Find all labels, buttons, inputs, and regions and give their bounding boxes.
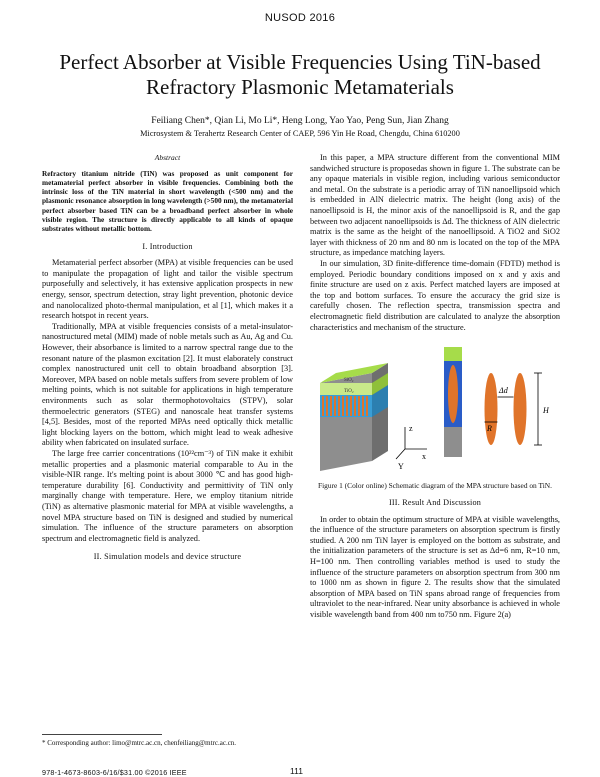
section-heading-simulation: II. Simulation models and device structure bbox=[93, 552, 242, 562]
figure-1 bbox=[310, 343, 560, 475]
right-column bbox=[310, 153, 560, 621]
gap-label: Δd bbox=[499, 386, 508, 396]
mpa-structure-diagram bbox=[310, 343, 560, 475]
page-number: 111 bbox=[290, 766, 303, 776]
section-heading-introduction: I. Introduction bbox=[142, 241, 193, 251]
affiliation: Microsystem & Terahertz Research Center of CAEP, 596 Yin He Road, Chengdu, China 610200 bbox=[140, 129, 460, 138]
intro-paragraph-1: Metamaterial perfect absorber (MPA) at visible frequencies can be used to manipulate the propagation of light and tailor the visible spectrum purposefully and selectively, it has extensive application prospects in new energy, sensor, spectrum detection, stray light prevention, photonic device and nanolocalized photo-thermal manipulation, et al [1], which makes it a research hotspot in recent years. bbox=[42, 258, 293, 321]
section-heading-results: III. Result And Discussion bbox=[388, 498, 482, 508]
conference-header: NUSOD 2016 bbox=[264, 12, 336, 24]
footnote: * Corresponding author: limo@mtrc.ac.cn, chenfeiliang@mtrc.ac.cn. bbox=[42, 739, 237, 747]
left-column bbox=[42, 153, 293, 569]
abstract-text: Refractory titanium nitride (TiN) was proposed as unit component for metamaterial perfect absorber in visible frequencies. Combining both the intrinsic loss of the TiN material in short wavelength (<500 nm) and the plasmonic resonance absorption in long wavelength (>500 nm), the metamaterial perfect absorber based TiN can be a broadband perfect absorber in whole visible region. The structure is directly applicable to all kinds of opaque substrates without metallic bottom. bbox=[42, 168, 293, 234]
paper-title: Perfect Absorber at Visible Frequencies Using TiN-based Refractory Plasmonic Metamaterials bbox=[59, 50, 541, 99]
intro-paragraph-2: Traditionally, MPA at visible frequencies consists of a metal-insulator-nanostructured metal (MIM) made of noble metals such as Au, Ag and Cu. However, their absorbance is limited to a narrow spectral range due to the resonant nature of the plasmon excitation [2]. It must elaborately construct complex nanostructured unit cell to obtain broadband absorption [3]. Moreover, MPA based on noble metals suffers from severe problem of low melting points, which is not suitable for applications in high temperature environments such as solar thermophotovoltaics (STPV), solar thermoelectric generators (STEG) and nanoscale heat transfer systems [4,5]. Besides, most of the reported MPAs need optically thick metallic light blocking layers on the bottom, which might lead to weak adhesive ability when fabricated on insulated surface. bbox=[42, 321, 293, 448]
author-list: Feiliang Chen*, Qian Li, Mo Li*, Heng Long, Yao Yao, Peng Sun, Jian Zhang bbox=[151, 116, 449, 126]
figure-caption: Figure 1 (Color online) Schematic diagram of the MPA structure based on TiN. bbox=[318, 481, 552, 491]
results-paragraph: In order to obtain the optimum structure of MPA at visible wavelengths, the influence of the structure parameters on absorption spectrum is firstly studied. A 200 nm TiN layer is employed on the bottom as substrate, and the initialization parameters of the structure is set as Δd=6 nm, R=10 nm, H=100 nm. Then controlling variables method is used to study the influence of the structure parameters on absorption spectrum from 300 nm to 1000 nm as shown in figure 2. The results show that the simulated absorption of MPA based on TiN spans abroad range of frequencies from ultraviolet to the near-infrared. Near unity absorbance is achieved in whole visible wavelength band from 400 nm to750 nm. Figure 2(a) bbox=[310, 514, 560, 620]
unit-cell bbox=[444, 347, 462, 457]
z-axis-label: z bbox=[409, 424, 413, 434]
body-paragraph-structure: In this paper, a MPA structure different from the conventional MIM sandwiched structure is proposedas shown in figure 1. The substrate can be any opaque materials in visible region, including various semiconductor and metal. On the substrate is a periodic array of TiN nanoellipsoid which is embedded in AlN dielectric matrix. The height (long axis) of the nanoellipsoid is H, the minor axis of the nanoellipsoid is R, and the gap between two adjacent nanoellipsoids is Δd. The thickness of AlN dielectric matrix is the same as the height of the nanoellipsoid. A TiO2 and SiO2 layer with thickness of 20 nm and 80 nm is located on the top of the MPA structure, as impedance matching layers. bbox=[310, 153, 560, 258]
x-axis-label: x bbox=[422, 452, 426, 462]
sio2-label: SiO₂ bbox=[344, 378, 354, 384]
isbn-footer: 978-1-4673-8603-6/16/$31.00 ©2016 IEEE bbox=[42, 768, 187, 777]
ellipsoid-pair bbox=[485, 373, 543, 445]
footnote-divider bbox=[42, 734, 162, 735]
tio2-label: TiO₂ bbox=[344, 389, 354, 395]
body-paragraph-simulation: In our simulation, 3D finite-difference time-domain (FDTD) method is employed. Periodic boundary conditions imposed on x and y axis and finite structure are used on z axis. Perfect matched layers are imposed at the top and bottom surfaces. To ensure the accuracy the grid size is carefully chosen. The reflection spectra, transmission spectra and electromagnetic field distribution are calculated to analyze the absorption characteristics and mechanism of the structure. bbox=[310, 258, 560, 332]
abstract-heading: Abstract bbox=[154, 153, 181, 162]
y-axis-label: Y bbox=[398, 462, 404, 472]
radius-label: R bbox=[487, 424, 492, 434]
intro-paragraph-3: The large free carrier concentrations (10²²cm⁻³) of TiN make it exhibit metallic properties and a plasmonic material comparable to Au in the visible-NIR range. It's melting point is about 3000 ℃ and has good high-temperature durability [6]. Conductivity and permittivity of TiN only marginally change with temperature. Here, we employ titanium nitride (TiN) as alternative plasmonic material for MPA at visible wavelengths, a novel MPA structure based on TiN is designed and studied by numerical simulation. The influence of the structure parameters on absorption spectrum and electromagnetic field is analyzed. bbox=[42, 448, 293, 543]
height-label: H bbox=[543, 406, 549, 416]
